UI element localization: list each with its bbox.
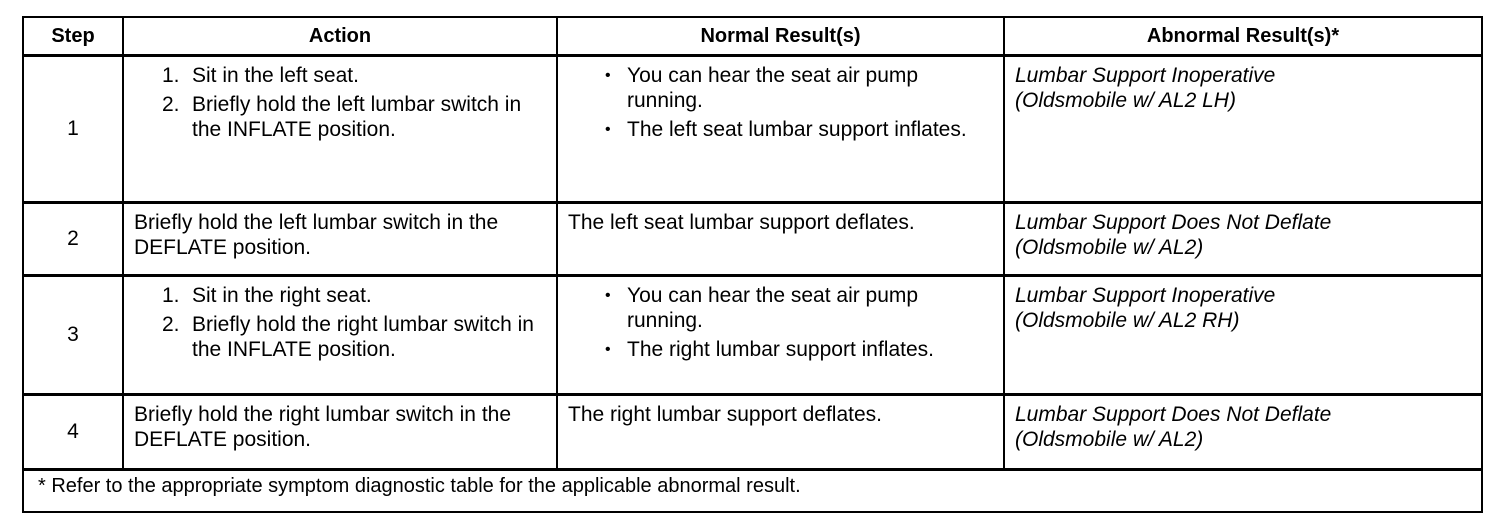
table-row: [23, 276, 1482, 395]
action-cell: Briefly hold the left lumbar switch in the DEFLATE position.: [123, 203, 557, 276]
abnormal-result-detail: (Oldsmobile w/ AL2 RH): [1015, 309, 1240, 332]
action-step: [162, 63, 550, 88]
abnormal-result-cell: [1004, 276, 1482, 395]
normal-result-item: • You can hear the seat air pump running.: [603, 63, 997, 113]
normal-result-cell: The left seat lumbar support deflates.: [557, 203, 1004, 276]
step-index: 1.: [162, 64, 180, 87]
abnormal-result-cell: [1004, 203, 1482, 276]
normal-result-list: [568, 283, 997, 362]
header-row: [23, 17, 1482, 56]
normal-result-item: • You can hear the seat air pump running.: [603, 283, 997, 333]
action-cell: [123, 56, 557, 203]
footnote: * Refer to the appropriate symptom diagnostic table for the applicable abnormal result.: [23, 470, 1482, 513]
abnormal-result-title: Lumbar Support Does Not Deflate: [1015, 403, 1332, 426]
normal-result-item: • The left seat lumbar support inflates.: [603, 117, 997, 142]
action-step-text: Briefly hold the left lumbar switch in the INFLATE position.: [192, 93, 522, 141]
abnormal-result-title: Lumbar Support Inoperative: [1015, 284, 1276, 307]
table-row: [23, 56, 1482, 203]
abnormal-result-title: Lumbar Support Does Not Deflate: [1015, 211, 1332, 234]
action-step: [162, 283, 550, 308]
action-steps: [134, 63, 550, 142]
abnormal-result-detail: (Oldsmobile w/ AL2 LH): [1015, 89, 1236, 112]
action-step-text: Sit in the left seat.: [192, 64, 359, 87]
footnote-row: [23, 470, 1482, 513]
abnormal-result-detail: (Oldsmobile w/ AL2): [1015, 428, 1204, 451]
header-normal-results: Normal Result(s): [557, 17, 1004, 56]
step-index: 2.: [162, 313, 180, 336]
step-number: 2: [23, 203, 123, 276]
diagnostic-table: [22, 16, 1483, 513]
step-number: 3: [23, 276, 123, 395]
step-index: 2.: [162, 93, 180, 116]
table-row: [23, 203, 1482, 276]
header-step: Step: [23, 17, 123, 56]
header-abnormal-results: Abnormal Result(s)*: [1004, 17, 1482, 56]
header-action: Action: [123, 17, 557, 56]
abnormal-result-detail: (Oldsmobile w/ AL2): [1015, 236, 1204, 259]
abnormal-result-cell: [1004, 56, 1482, 203]
action-step: [162, 92, 550, 142]
step-number: 1: [23, 56, 123, 203]
step-index: 1.: [162, 284, 180, 307]
abnormal-result-title: Lumbar Support Inoperative: [1015, 64, 1276, 87]
table-row: [23, 395, 1482, 470]
action-step: [162, 312, 550, 362]
step-number: 4: [23, 395, 123, 470]
normal-result-item: • The right lumbar support inflates.: [603, 337, 997, 362]
normal-result-cell: The right lumbar support deflates.: [557, 395, 1004, 470]
action-cell: Briefly hold the right lumbar switch in the DEFLATE position.: [123, 395, 557, 470]
abnormal-result-cell: [1004, 395, 1482, 470]
action-step-text: Sit in the right seat.: [192, 284, 372, 307]
normal-result-list: [568, 63, 997, 142]
normal-result-cell: [557, 276, 1004, 395]
action-cell: [123, 276, 557, 395]
action-steps: [134, 283, 550, 362]
action-step-text: Briefly hold the right lumbar switch in the INFLATE position.: [192, 313, 534, 361]
normal-result-cell: [557, 56, 1004, 203]
